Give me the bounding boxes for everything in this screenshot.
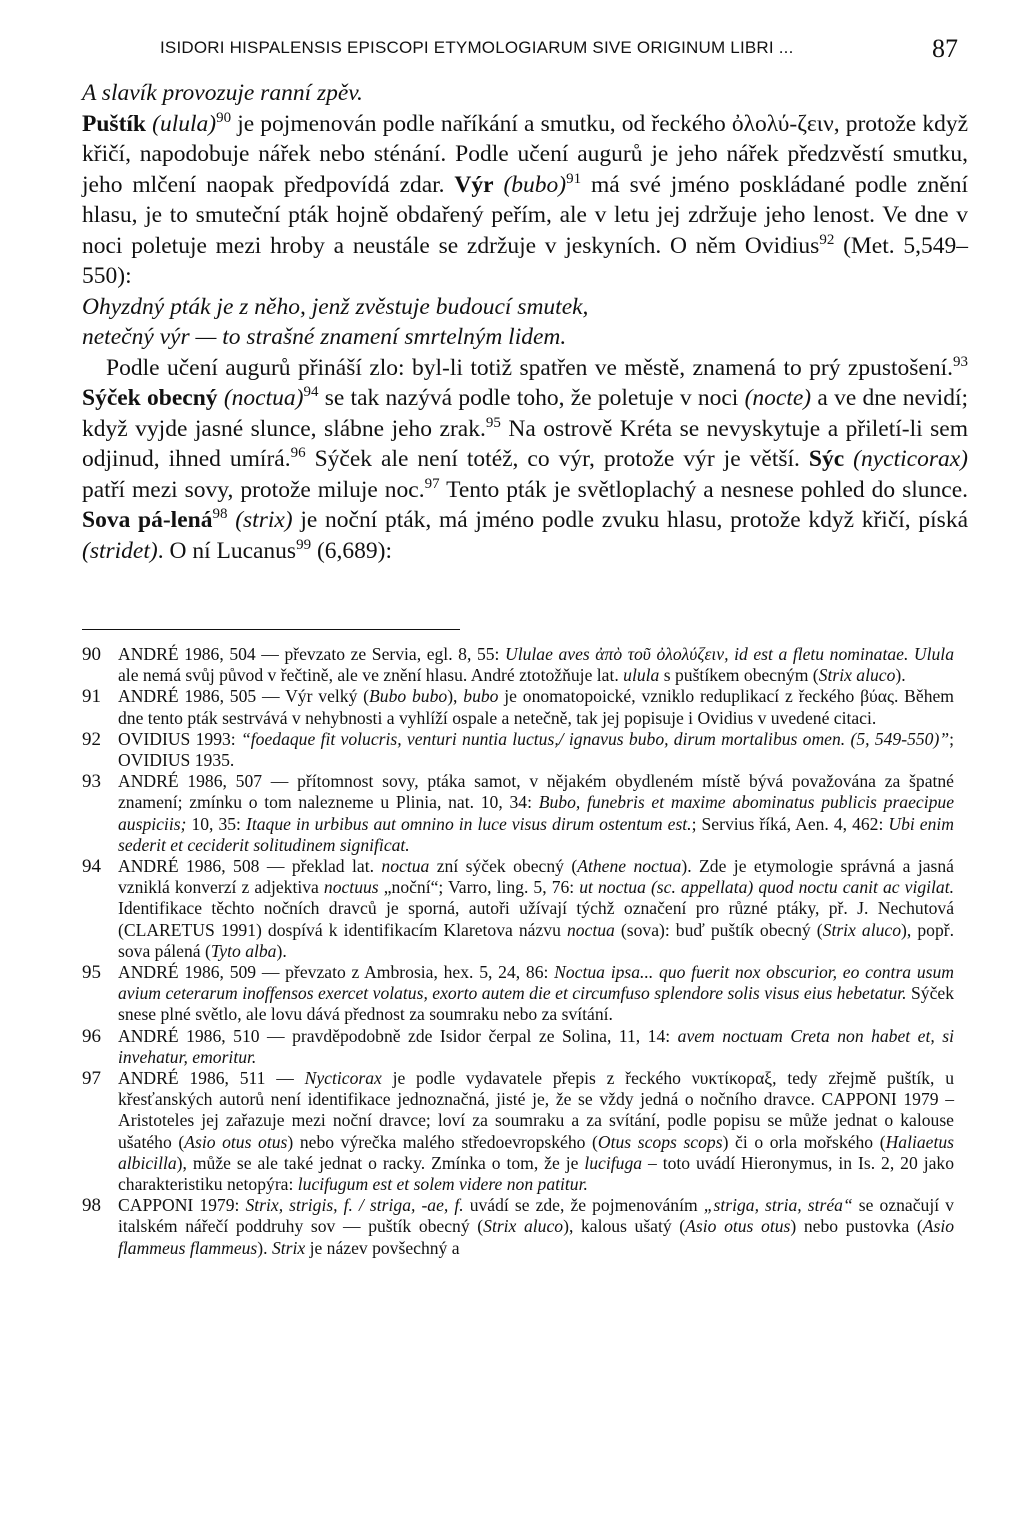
footnote-number: 93 [82, 771, 101, 793]
footnote-number: 97 [82, 1068, 101, 1090]
verse-line-2 [82, 322, 968, 353]
footnote [82, 1068, 954, 1195]
footnote-text: ANDRÉ 1986, 510 — pravděpodobně zde Isidor čerpal ze Solina, 11, 14: avem noctuam Creta non habet et, si invehatur, emoritur. [118, 1025, 954, 1067]
footnote-text: ANDRÉ 1986, 508 — překlad lat. noctua zní sýček obecný (Athene noctua). Zde je etymologie správná a jasná vzniklá konverzí z adjektiva noctuus „noční“; Varro, ling. 5, 76: ut noctua (sc. appellata) quod noctu canit ac vigilat. Identifikace těchto nočních dravců je sporná, autoři užívají týchž označení pro různé ptáky, př. J. Nechutová (CLARETUS 1991) dospívá k identifikacím Klaretova názvu noctua (sova): buď puštík obecný (Strix aluco), popř. sova pálená (Tyto alba). [118, 856, 954, 961]
verse-line-2-text: netečný výr — to strašné znamení smrtelným lidem. [82, 324, 567, 350]
footnote-text: CAPPONI 1979: Strix, strigis, f. / striga, -ae, f. uvádí se zde, že pojmenováním „striga, stria, stréa“ se označují v italském nářečí poddruhy sov — puštík obecný (Strix aluco), kalous ušatý (Asio otus otus) nebo pustovka (Asio flammeus flammeus). Strix je název povšechný a [118, 1195, 954, 1258]
footnote [82, 644, 954, 686]
footnote-number: 92 [82, 728, 101, 750]
footnote [82, 962, 954, 1026]
footnote [82, 856, 954, 962]
footnote [82, 686, 954, 728]
footnote-number: 95 [82, 962, 101, 984]
footnote-number: 91 [82, 686, 101, 708]
paragraph-noctua-strix: Podle učení augurů přináší zlo: byl-li totiž spatřen ve městě, znamená to prý zpustošení.$^{93}$ Sýček obecný (noctua)$^{94}$ se tak nazývá podle toho, že poletuje v noci (nocte) a ve dne nevidí; když vyjde jasné slunce, slábne jeho zrak.$^{95}$ Na ostrově Kréta se nevyskytuje a přiletí-li sem odjinud, ihned umírá.$^{96}$ Sýček ale není totéž, co výr, protože výr je větší. Sýc (nycticorax) patří mezi sovy, protože miluje noc.$^{97}$ Tento pták je světloplachý a nesnese pohled do slunce. Sova pá-lená$^{98}$ (strix) je noční pták, má jméno podle zvuku hlasu, protože když křičí, píská (stridet). O ní Lucanus$^{99}$ (6,689): [82, 353, 969, 564]
footnote [82, 1026, 954, 1068]
footnote-text: ANDRÉ 1986, 509 — převzato z Ambrosia, hex. 5, 24, 86: Noctua ipsa... quo fuerit nox obscurior, eo contra usum avium ceterarum inoffensos exercet volatus, exorto autem die et circumfuso splendore solis visus eius hebetatur. Sýček snese plné světlo, ale lovu dává přednost za soumraku nebo za svítání. [118, 962, 954, 1025]
footnote [82, 771, 954, 856]
paragraph-nightingale [82, 78, 968, 109]
footnote-text: OVIDIUS 1993: “foedaque fit volucris, venturi nuntia luctus,/ ignavus bubo, dirum mortalibus omen. (5, 549-550)”; OVIDIUS 1935. [118, 728, 955, 771]
header-title: ISIDORI HISPALENSIS EPISCOPI ETYMOLOGIARUM SIVE ORIGINUM LIBRI ... [160, 38, 794, 57]
verse-line-1 [82, 292, 968, 323]
main-text [82, 78, 968, 566]
running-header [160, 34, 958, 64]
footnote-number: 98 [82, 1195, 101, 1217]
footnote-number: 94 [82, 856, 101, 878]
paragraph-owl-bubo: Puštík (ulula)$^{90}$ je pojmenován podle naříkání a smutku, od řeckého ὀλολύ-ζειν, protože když křičí, napodobuje nářek nebo sténání. Podle učení augurů je jeho nářek předzvěstí smutku, jeho mlčení naopak předpovídá zdar. Výr (bubo)$^{91}$ má své jméno poskládané podle znění hlasu, je to smuteční pták hojně obdařený peřím, ale v letu jej zdržuje jeho lenost. Ve dne v noci poletuje mezi hroby a neustále se zdržuje v jeskyních. O něm Ovidius$^{92}$ (Met. 5,549–550): [82, 109, 969, 289]
nightingale-sentence: A slavík provozuje ranní zpěv. [82, 80, 363, 106]
footnote-text: ANDRÉ 1986, 505 — Výr velký (Bubo bubo), bubo je onomatopoické, vzniklo reduplikací z řeckého βύας. Během dne tento pták sestrvává v nehybnosti a vyhlíží ospale a netečně, tak jej popisuje i Ovidius v uvedené citaci. [118, 686, 954, 728]
page-number: 87 [932, 34, 958, 63]
footnote-number: 90 [82, 644, 101, 665]
footnote-number: 96 [82, 1025, 101, 1047]
footnotes [82, 644, 954, 1259]
verse-line-1-text: Ohyzdný pták je z něho, jenž zvěstuje budoucí smutek, [82, 293, 589, 320]
footnote-rule [82, 629, 460, 630]
footnote [82, 1195, 954, 1259]
footnote [82, 729, 954, 771]
footnote-text: ANDRÉ 1986, 504 — převzato ze Servia, egl. 8, 55: Ululae aves ἀπὸ τοῦ ὀλολύζειν, id est a fletu nominatae. Ulula ale nemá svůj původ v řečtině, ale ve znění hlasu. André ztotožňuje lat. ulula s puštíkem obecným (Strix aluco). [118, 644, 954, 686]
footnote-text: ANDRÉ 1986, 511 — Nycticorax je podle vydavatele přepis z řeckého νυκτίκοραξ, tedy zřejmě puštík, u křesťanských autorů není identifikace jednoznačná, jisté je, že se vždy jedná o nočního dravce. CAPPONI 1979 – Aristoteles jej zařazuje mezi noční dravce; loví za soumraku a za svítání, podle popisu se může jednat o kalouse ušatého (Asio otus otus) nebo výrečka malého středoevropského (Otus scops scops) či o orla mořského (Haliaetus albicilla), může se ale také jednat o racky. Zmínka o tom, že je lucifuga – toto uvádí Hieronymus, in Is. 2, 20 jako charakteristiku netopýra: lucifugum est et solem videre non patitur. [118, 1068, 954, 1195]
footnote-text: ANDRÉ 1986, 507 — přítomnost sovy, ptáka samot, v nějakém obydleném místě bývá považována za špatné znamení; zmínku o tom nalezneme u Plinia, nat. 10, 34: Bubo, funebris et maxime abominatus publicis praecipue auspiciis; 10, 35: Itaque in urbibus aut omnino in luce visus dirum ostentum est.; Servius říká, Aen. 4, 462: Ubi enim sederit et ceciderit solitudinem significat. [118, 771, 955, 855]
